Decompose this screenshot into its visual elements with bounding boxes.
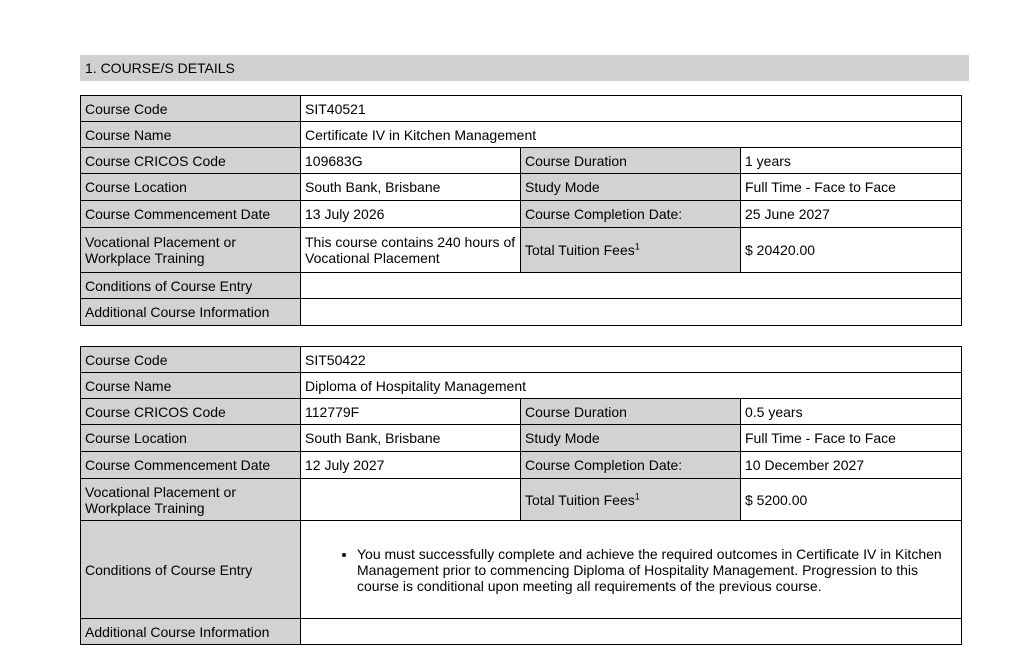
course-name-label: Course Name (81, 122, 301, 148)
row-cricos (81, 148, 962, 174)
row-course-code (81, 347, 962, 373)
row-commencement (81, 452, 962, 479)
row-course-name (81, 122, 962, 148)
row-commencement (81, 201, 962, 228)
cricos-value: 109683G (301, 148, 521, 174)
location-value: South Bank, Brisbane (301, 425, 521, 452)
location-label: Course Location (81, 425, 301, 452)
study-mode-label: Study Mode (521, 174, 741, 201)
course-name-value: Certificate IV in Kitchen Management (301, 122, 962, 148)
row-placement (81, 479, 962, 521)
fees-footnote: 1 (634, 241, 640, 252)
row-placement (81, 228, 962, 273)
commencement-value: 12 July 2027 (301, 452, 521, 479)
location-label: Course Location (81, 174, 301, 201)
fees-value: $ 5200.00 (741, 479, 962, 521)
fees-label-text: Total Tuition Fees (525, 491, 635, 508)
fees-label (521, 228, 741, 273)
additional-value (301, 299, 962, 326)
conditions-label: Conditions of Course Entry (81, 521, 301, 619)
course-name-value: Diploma of Hospitality Management (301, 373, 962, 399)
study-mode-value: Full Time - Face to Face (741, 174, 962, 201)
placement-value: This course contains 240 hours of Vocational Placement (301, 228, 521, 273)
commencement-label: Course Commencement Date (81, 201, 301, 228)
row-course-code (81, 96, 962, 122)
course-table-2 (80, 346, 962, 645)
conditions-value (301, 273, 962, 299)
conditions-list (305, 546, 957, 594)
additional-value (301, 619, 962, 645)
fees-label (521, 479, 741, 521)
course-code-value: SIT40521 (301, 96, 962, 122)
conditions-label: Conditions of Course Entry (81, 273, 301, 299)
cricos-value: 112779F (301, 399, 521, 425)
course-name-label: Course Name (81, 373, 301, 399)
cricos-label: Course CRICOS Code (81, 399, 301, 425)
cricos-label: Course CRICOS Code (81, 148, 301, 174)
location-value: South Bank, Brisbane (301, 174, 521, 201)
duration-value: 1 years (741, 148, 962, 174)
additional-label: Additional Course Information (81, 299, 301, 326)
row-additional (81, 619, 962, 645)
section-heading: 1. COURSE/S DETAILS (80, 55, 969, 81)
row-conditions (81, 273, 962, 299)
course-code-label: Course Code (81, 96, 301, 122)
course-code-label: Course Code (81, 347, 301, 373)
row-additional (81, 299, 962, 326)
conditions-bullet: • You must successfully complete and achieve the required outcomes in Certificate IV in Kitchen Management prior to commencing Diploma of Hospitality Management. Progression to this course is conditional upon meeting all requirements of the previous course. (357, 546, 957, 594)
row-course-name (81, 373, 962, 399)
commencement-value: 13 July 2026 (301, 201, 521, 228)
completion-value: 10 December 2027 (741, 452, 962, 479)
fees-label-text: Total Tuition Fees (525, 242, 635, 258)
completion-value: 25 June 2027 (741, 201, 962, 228)
placement-value (301, 479, 521, 521)
fees-footnote: 1 (634, 490, 640, 501)
fees-value: $ 20420.00 (741, 228, 962, 273)
commencement-label: Course Commencement Date (81, 452, 301, 479)
placement-label: Vocational Placement or Workplace Training (81, 479, 301, 521)
row-location (81, 425, 962, 452)
study-mode-value: Full Time - Face to Face (741, 425, 962, 452)
course-table-1 (80, 95, 962, 326)
conditions-value (301, 521, 962, 619)
duration-label: Course Duration (521, 148, 741, 174)
row-location (81, 174, 962, 201)
duration-label: Course Duration (521, 399, 741, 425)
course-code-value: SIT50422 (301, 347, 962, 373)
duration-value: 0.5 years (741, 399, 962, 425)
study-mode-label: Study Mode (521, 425, 741, 452)
additional-label: Additional Course Information (81, 619, 301, 645)
row-conditions (81, 521, 962, 619)
completion-label: Course Completion Date: (521, 452, 741, 479)
placement-label: Vocational Placement or Workplace Training (81, 228, 301, 273)
row-cricos (81, 399, 962, 425)
completion-label: Course Completion Date: (521, 201, 741, 228)
